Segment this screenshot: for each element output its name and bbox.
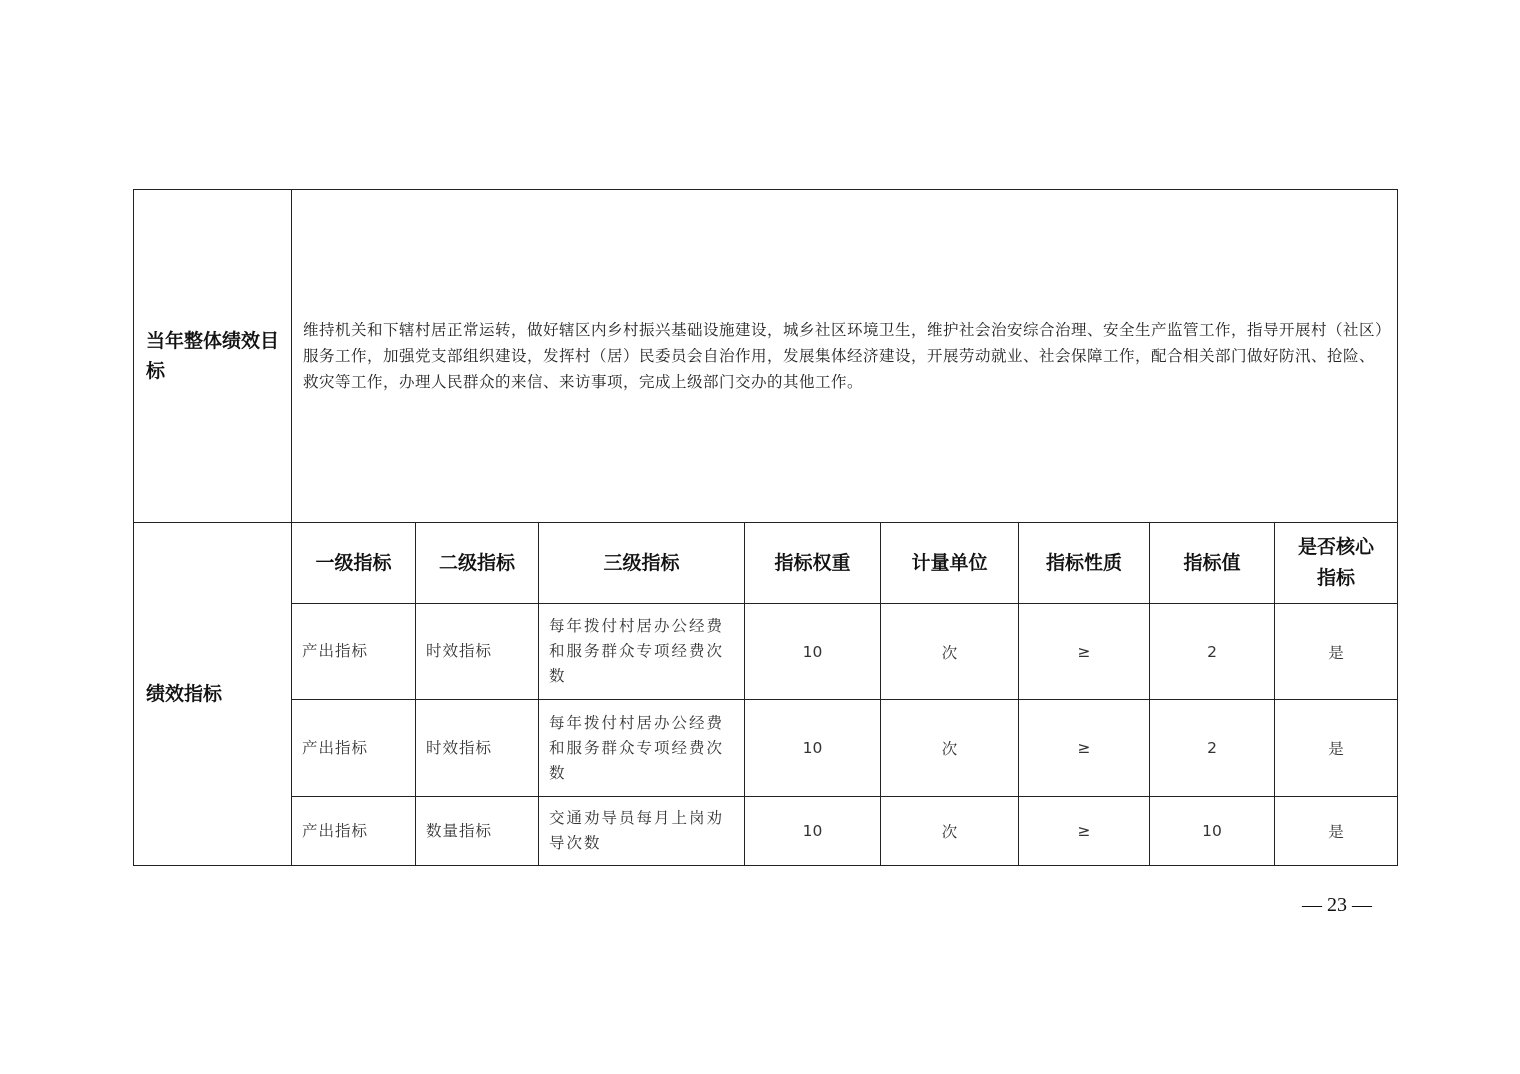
header-row <box>134 523 1398 604</box>
row-level2: 时效指标 <box>416 700 539 797</box>
goal-row <box>134 190 1398 523</box>
row-unit: 次 <box>881 700 1019 797</box>
row-weight: 10 <box>745 604 881 700</box>
header-level3: 三级指标 <box>539 523 745 604</box>
goal-label: 当年整体绩效目标 <box>134 190 292 523</box>
row-level2: 数量指标 <box>416 797 539 866</box>
row-unit: 次 <box>881 797 1019 866</box>
table-row <box>134 604 1398 700</box>
row-nature: ≥ <box>1019 700 1150 797</box>
row-core: 是 <box>1275 797 1398 866</box>
table-row <box>134 797 1398 866</box>
row-unit: 次 <box>881 604 1019 700</box>
row-value: 2 <box>1150 604 1275 700</box>
goal-text: 维持机关和下辖村居正常运转，做好辖区内乡村振兴基础设施建设，城乡社区环境卫生，维护社会治安综合治理、安全生产监管工作，指导开展村（社区）服务工作，加强党支部组织建设，发挥村（居）民委员会自治作用，发展集体经济建设，开展劳动就业、社会保障工作，配合相关部门做好防汛、抢险、救灾等工作，办理人民群众的来信、来访事项，完成上级部门交办的其他工作。 <box>292 190 1398 523</box>
row-level3: 交通劝导员每月上岗劝导次数 <box>539 797 745 866</box>
row-value: 2 <box>1150 700 1275 797</box>
row-value: 10 <box>1150 797 1275 866</box>
header-level2: 二级指标 <box>416 523 539 604</box>
row-nature: ≥ <box>1019 604 1150 700</box>
row-level2: 时效指标 <box>416 604 539 700</box>
header-unit: 计量单位 <box>881 523 1019 604</box>
row-level3: 每年拨付村居办公经费和服务群众专项经费次数 <box>539 604 745 700</box>
header-weight: 指标权重 <box>745 523 881 604</box>
row-nature: ≥ <box>1019 797 1150 866</box>
row-level1: 产出指标 <box>292 700 416 797</box>
indicators-label: 绩效指标 <box>134 523 292 866</box>
row-core: 是 <box>1275 604 1398 700</box>
page-number: — 23 — <box>1302 894 1372 916</box>
row-level1: 产出指标 <box>292 797 416 866</box>
header-level1: 一级指标 <box>292 523 416 604</box>
row-weight: 10 <box>745 700 881 797</box>
row-weight: 10 <box>745 797 881 866</box>
header-value: 指标值 <box>1150 523 1275 604</box>
row-level1: 产出指标 <box>292 604 416 700</box>
header-nature: 指标性质 <box>1019 523 1150 604</box>
performance-table <box>133 189 1398 866</box>
table-row <box>134 700 1398 797</box>
header-core: 是否核心指标 <box>1275 523 1398 604</box>
row-level3: 每年拨付村居办公经费和服务群众专项经费次数 <box>539 700 745 797</box>
row-core: 是 <box>1275 700 1398 797</box>
